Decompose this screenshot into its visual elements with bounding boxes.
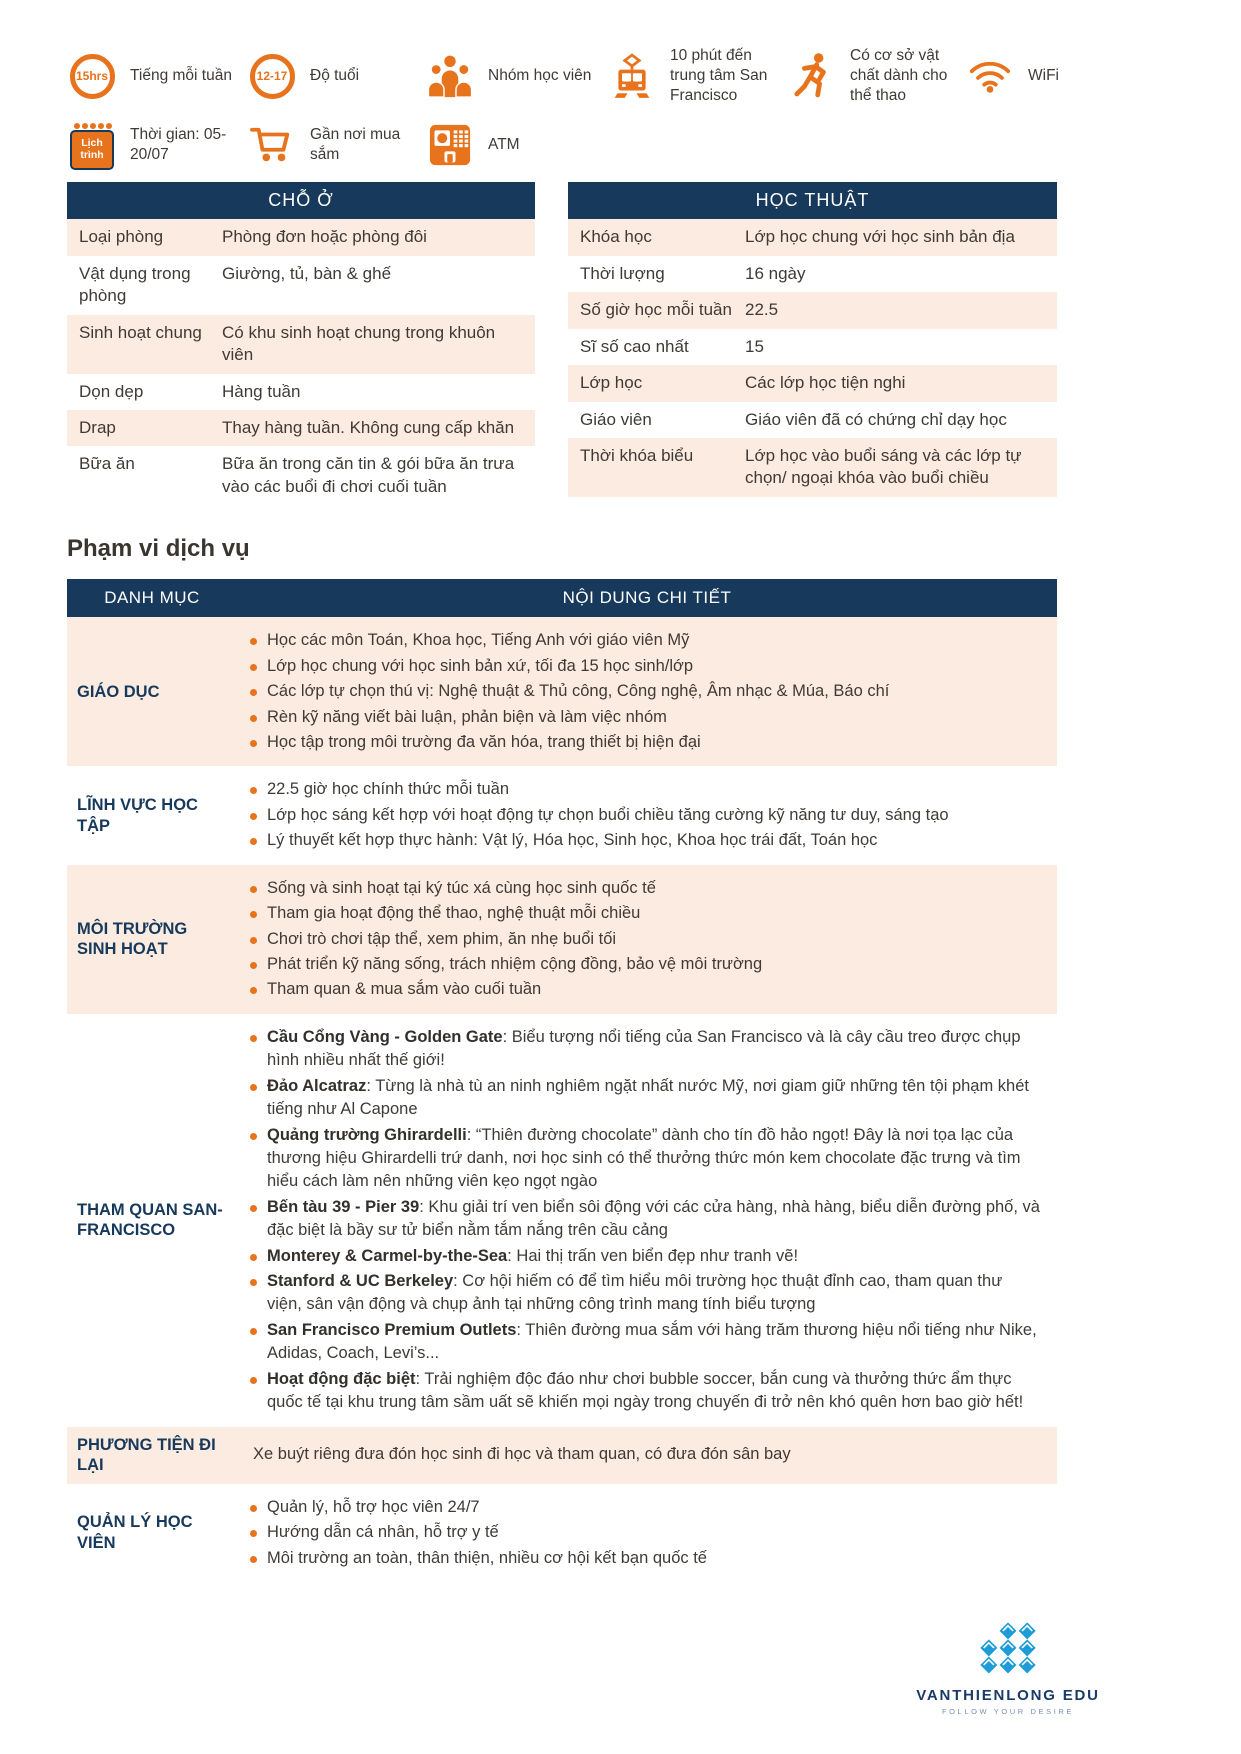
service-category	[67, 766, 237, 864]
services-table	[67, 579, 1057, 1582]
service-bullet-lead: Đảo Alcatraz	[267, 1076, 367, 1095]
info-tables	[67, 182, 1057, 505]
row-value: Lớp học chung với học sinh bản địa	[745, 227, 1015, 247]
tram-icon-wrap	[607, 51, 657, 101]
highlight-item	[787, 46, 965, 106]
service-bullet-text: Lớp học chung với học sinh bản xứ, tối đa 15 học sinh/lớp	[267, 656, 694, 675]
service-row	[67, 766, 1057, 864]
row-label: Thời khóa biểu	[580, 446, 694, 466]
service-bullet	[245, 731, 1041, 754]
highlight-item	[425, 49, 607, 103]
hours-badge-icon: 15hrs	[70, 54, 115, 99]
logo-name: VANTHIENLONG EDU	[916, 1687, 1100, 1704]
row-value: Phòng đơn hoặc phòng đôi	[222, 227, 427, 247]
service-bullet	[245, 1075, 1041, 1122]
service-category-label: PHƯƠNG TIỆN ĐI LẠI	[77, 1435, 216, 1475]
logo-mark-icon	[975, 1622, 1041, 1676]
service-bullet	[245, 1521, 1041, 1544]
highlight-label: Tiếng mỗi tuần	[130, 67, 232, 85]
row-value: Các lớp học tiện nghi	[745, 373, 906, 393]
highlight-label: Nhóm học viên	[488, 67, 592, 85]
service-bullet-text: Học tập trong môi trường đa văn hóa, trang thiết bị hiện đại	[267, 733, 701, 752]
service-category	[67, 865, 237, 1014]
table-row	[568, 292, 1057, 328]
service-bullet-list	[245, 778, 1041, 852]
services-rows	[67, 617, 1057, 1582]
highlight-item	[67, 49, 247, 103]
accommodation-table	[67, 182, 535, 505]
service-bullet	[245, 629, 1041, 652]
service-bullet	[245, 655, 1041, 678]
service-bullet-list	[245, 877, 1041, 1002]
service-bullet-text: Chơi trò chơi tập thể, xem phim, ăn nhẹ buổi tối	[267, 929, 617, 948]
highlights-row-1	[67, 46, 1057, 106]
row-value: 16 ngày	[745, 263, 806, 283]
service-bullet-text: Phát triển kỹ năng sống, trách nhiệm cộng đồng, bảo vệ môi trường	[267, 955, 763, 973]
row-label: Vật dụng trong phòng	[79, 263, 191, 306]
highlight-label: 10 phút đến trung tâm San Francisco	[670, 47, 768, 105]
service-bullet-text: Lớp học sáng kết hợp với hoạt động tự chọn buổi chiều tăng cường kỹ năng tư duy, sáng tạo	[267, 805, 949, 824]
brand-logo	[903, 1622, 1113, 1716]
table-row	[568, 438, 1057, 497]
service-bullet-text: Tham quan & mua sắm vào cuối tuần	[267, 980, 542, 999]
service-bullet	[245, 829, 1041, 852]
service-bullet-text: : Khu giải trí ven biển sôi động với các cửa hàng, nhà hàng, biểu diễn đường phố, và đặc biệt là bầy sư tử biển nằm tắm nắng trên cầu cảng	[267, 1197, 1040, 1240]
service-row	[67, 1484, 1057, 1582]
academics-table	[568, 182, 1057, 505]
service-bullet	[245, 1368, 1041, 1415]
table-row	[568, 256, 1057, 292]
table-row	[568, 365, 1057, 401]
service-bullet-text: Rèn kỹ năng viết bài luận, phản biện và làm việc nhóm	[267, 707, 667, 726]
highlight-item	[607, 46, 787, 106]
service-bullet-text: : Biểu tượng nổi tiếng của San Francisco và là cây cầu treo được chụp hình nhiều nhất thế giới!	[267, 1027, 1021, 1070]
row-label: Loại phòng	[79, 227, 164, 247]
age-badge-icon: 12-17	[250, 54, 295, 99]
table-row	[568, 329, 1057, 365]
highlight-item	[247, 49, 425, 103]
academics-rows	[568, 219, 1057, 497]
service-category	[67, 1484, 237, 1582]
highlights-row-2	[67, 118, 1057, 172]
table-row	[67, 446, 535, 505]
service-bullet-lead: Monterey & Carmel-by-the-Sea	[267, 1246, 508, 1265]
services-col-category: DANH MỤC	[104, 588, 200, 608]
service-bullet-list	[245, 629, 1041, 754]
calendar-icon-wrap	[67, 121, 117, 170]
service-bullet-text: : Từng là nhà tù an ninh nghiêm ngặt nhất nước Mỹ, nơi giam giữ những tên tội phạm khét tiếng như Al Capone	[267, 1076, 1029, 1119]
service-row	[67, 1014, 1057, 1427]
service-bullet-text: : Trải nghiệm độc đáo như chơi bubble soccer, bắn cung và thưởng thức ẩm thực quốc tế tại khu trung tâm sầm uất sẽ khiến mọi ngày trong chuyến đi trở nên khó quên hơn bao giờ hết!	[267, 1369, 1024, 1412]
cart-icon	[249, 125, 295, 165]
service-detail-text: Xe buýt riêng đưa đón học sinh đi học và tham quan, có đưa đón sân bay	[253, 1444, 791, 1463]
row-label: Giáo viên	[580, 409, 652, 429]
service-bullet-lead: Quảng trường Ghirardelli	[267, 1125, 467, 1144]
row-label: Thời lượng	[580, 263, 665, 283]
service-bullet	[245, 978, 1041, 1001]
service-bullet-lead: Stanford & UC Berkeley	[267, 1272, 454, 1291]
service-category	[67, 617, 237, 766]
service-category-label: THAM QUAN SAN-FRANCISCO	[77, 1200, 223, 1240]
service-detail	[237, 865, 1057, 1014]
runner-icon	[793, 51, 831, 101]
students-group-icon	[427, 54, 473, 98]
service-bullet-text: : Thiên đường mua sắm với hàng trăm thương hiệu nổi tiếng như Nike, Adidas, Coach, Levi’s...	[267, 1320, 1037, 1363]
highlight-label: Thời gian: 05-20/07	[130, 126, 227, 164]
service-bullet	[245, 877, 1041, 900]
table-row	[67, 219, 535, 255]
table-row	[67, 315, 535, 374]
service-bullet-text: Môi trường an toàn, thân thiện, nhiều cơ hội kết bạn quốc tế	[267, 1548, 707, 1567]
row-value: 15	[745, 336, 764, 356]
service-row	[67, 617, 1057, 766]
service-bullet-text: Học các môn Toán, Khoa học, Tiếng Anh với giáo viên Mỹ	[267, 631, 690, 650]
service-category	[67, 1427, 237, 1484]
row-value: Lớp học vào buổi sáng và các lớp tự chọn/ ngoại khóa vào buổi chiều	[745, 446, 1022, 488]
services-heading: Phạm vi dịch vụ	[67, 535, 250, 563]
row-value: Giường, tủ, bàn & ghế	[222, 263, 392, 283]
runner-icon-wrap	[787, 51, 837, 101]
highlight-item	[67, 118, 247, 172]
highlight-item	[965, 49, 1059, 103]
row-value: Thay hàng tuần. Không cung cấp khăn	[222, 418, 515, 438]
service-bullet	[245, 1026, 1041, 1073]
calendar-icon: Lịch trình	[70, 130, 114, 170]
table-row	[568, 402, 1057, 438]
wifi-icon-wrap	[965, 58, 1015, 94]
service-detail	[237, 1427, 1057, 1484]
service-row	[67, 865, 1057, 1014]
service-category-label: MÔI TRƯỜNG SINH HOẠT	[77, 919, 188, 959]
services-table-header	[67, 579, 1057, 617]
service-detail	[237, 1014, 1057, 1427]
service-bullet-text: Sống và sinh hoạt tại ký túc xá cùng học sinh quốc tế	[267, 878, 656, 897]
service-bullet	[245, 1547, 1041, 1570]
service-bullet-text: 22.5 giờ học chính thức mỗi tuần	[267, 780, 510, 799]
service-row	[67, 1427, 1057, 1484]
service-bullet	[245, 928, 1041, 951]
service-bullet-text: Lý thuyết kết hợp thực hành: Vật lý, Hóa học, Sinh học, Khoa học trái đất, Toán học	[267, 831, 878, 850]
service-bullet-text: : “Thiên đường chocolate” dành cho tín đồ hảo ngọt! Đây là nơi tọa lạc của thương hiệu Ghirardelli trứ danh, nơi học sinh có thể thưởng thức món kem chocolate đặc trưng và tìm hiểu cách làm nên những viên kẹo ngọt ngào	[267, 1125, 1021, 1191]
service-bullet	[245, 1124, 1041, 1194]
service-detail	[237, 1484, 1057, 1582]
service-bullet	[245, 778, 1041, 801]
service-bullet-lead: San Francisco Premium Outlets	[267, 1320, 517, 1339]
row-label: Dọn dẹp	[79, 381, 144, 401]
age-badge-icon-wrap	[247, 54, 297, 99]
row-value: 22.5	[745, 300, 779, 320]
service-bullet	[245, 1196, 1041, 1243]
highlight-item	[247, 118, 425, 172]
row-value: Giáo viên đã có chứng chỉ dạy học	[745, 409, 1007, 429]
row-value: Hàng tuần	[222, 381, 301, 401]
service-bullet-text: Hướng dẫn cá nhân, hỗ trợ y tế	[267, 1523, 499, 1542]
highlight-label: WiFi	[1028, 67, 1059, 85]
row-value: Có khu sinh hoạt chung trong khuôn viên	[222, 322, 496, 365]
highlight-label: ATM	[488, 136, 520, 154]
service-bullet-text: : Cơ hội hiếm có để tìm hiểu môi trường học thuật đỉnh cao, tham quan thư viện, sân vận động và chụp ảnh tại những công trình mang tính biểu tượng	[267, 1272, 1003, 1314]
logo-tagline: FOLLOW YOUR DESIRE	[941, 1707, 1075, 1716]
atm-icon-wrap	[425, 124, 475, 166]
service-bullet-list	[245, 1496, 1041, 1570]
service-bullet-text: Tham gia hoạt động thể thao, nghệ thuật mỗi chiều	[267, 904, 641, 923]
row-label: Drap	[79, 418, 116, 438]
highlight-label: Có cơ sở vật chất dành cho thể thao	[850, 47, 948, 105]
hours-badge-icon-wrap	[67, 54, 117, 99]
service-bullet-list	[245, 1026, 1041, 1415]
table-row	[67, 256, 535, 315]
service-detail	[237, 617, 1057, 766]
tram-icon	[612, 51, 652, 101]
service-bullet	[245, 680, 1041, 703]
cart-icon-wrap	[247, 125, 297, 165]
row-label: Số giờ học mỗi tuần	[580, 300, 732, 320]
atm-icon	[429, 124, 471, 166]
service-bullet-lead: Bến tàu 39 - Pier 39	[267, 1197, 420, 1216]
table-row	[67, 374, 535, 410]
row-label: Sinh hoạt chung	[79, 322, 202, 342]
students-group-icon-wrap	[425, 54, 475, 98]
wifi-icon	[968, 58, 1012, 94]
service-category-label: QUẢN LÝ HỌC VIÊN	[77, 1513, 193, 1552]
service-bullet	[245, 953, 1041, 976]
table-row	[568, 219, 1057, 255]
service-bullet	[245, 1270, 1041, 1317]
highlight-item	[425, 118, 607, 172]
service-bullet-lead: Cầu Cổng Vàng - Golden Gate	[267, 1027, 503, 1046]
accommodation-header: CHỖ Ở	[67, 182, 535, 219]
highlight-label: Độ tuổi	[310, 67, 360, 85]
service-bullet-lead: Hoạt động đặc biệt	[267, 1369, 416, 1388]
service-bullet	[245, 706, 1041, 729]
service-bullet-text: Quản lý, hỗ trợ học viên 24/7	[267, 1497, 480, 1516]
accommodation-rows	[67, 219, 535, 505]
service-bullet	[245, 804, 1041, 827]
row-label: Lớp học	[580, 373, 643, 393]
service-category	[67, 1014, 237, 1427]
service-category-label: GIÁO DỤC	[77, 682, 160, 701]
highlight-label: Gần nơi mua sắm	[310, 126, 401, 164]
service-bullet	[245, 902, 1041, 925]
row-label: Khóa học	[580, 227, 652, 247]
row-label: Bữa ăn	[79, 454, 135, 474]
service-bullet	[245, 1245, 1041, 1268]
service-bullet	[245, 1319, 1041, 1366]
service-category-label: LĨNH VỰC HỌC TẬP	[77, 795, 198, 835]
services-col-detail: NỘI DUNG CHI TIẾT	[562, 588, 732, 608]
service-bullet-text: Các lớp tự chọn thú vị: Nghệ thuật & Thủ công, Công nghệ, Âm nhạc & Múa, Báo chí	[267, 682, 890, 701]
row-value: Bữa ăn trong căn tin & gói bữa ăn trưa vào các buổi đi chơi cuối tuần	[222, 454, 515, 496]
service-bullet	[245, 1496, 1041, 1519]
table-row	[67, 410, 535, 446]
program-highlights	[67, 46, 1057, 172]
service-detail	[237, 766, 1057, 864]
academics-header: HỌC THUẬT	[568, 182, 1057, 219]
service-bullet-text: : Hai thị trấn ven biển đẹp như tranh vẽ!	[507, 1246, 799, 1265]
row-label: Sĩ số cao nhất	[580, 336, 689, 356]
